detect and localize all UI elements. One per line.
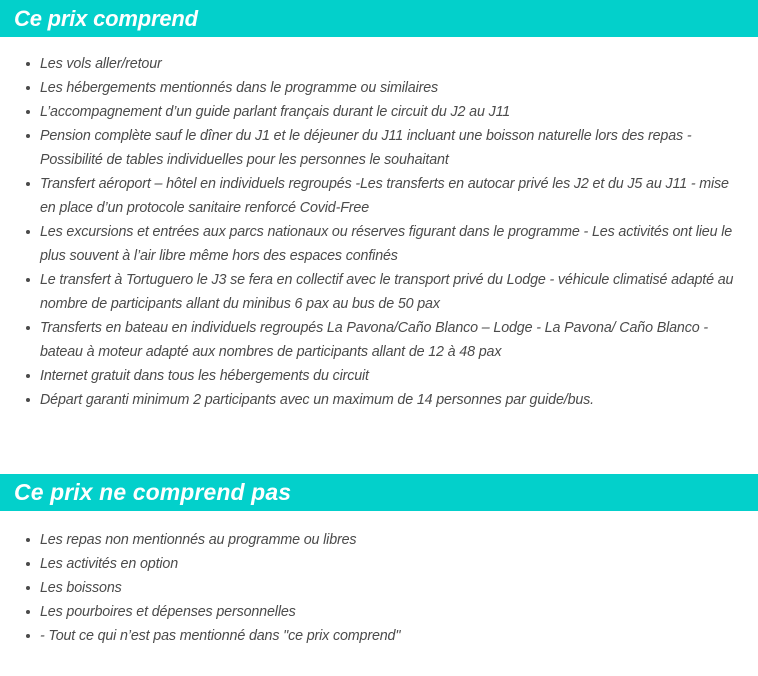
spacer-between-sections [0,412,758,474]
list-item: Les hébergements mentionnés dans le programme ou similaires [0,76,758,100]
list-item: Les activités en option [0,552,758,576]
list-item: Départ garanti minimum 2 participants avec un maximum de 14 personnes par guide/bus. [0,388,758,412]
list-item: Le transfert à Tortuguero le J3 se fera en collectif avec le transport privé du Lodge - véhicule climatisé adapté au nombre de participants allant du minibus 6 pax au bus de 50 pax [0,268,758,316]
section-header-included: Ce prix comprend [0,0,758,37]
list-item: L’accompagnement d’un guide parlant français durant le circuit du J2 au J11 [0,100,758,124]
list-item: Transferts en bateau en individuels regroupés La Pavona/Caño Blanco – Lodge - La Pavona/ Caño Blanco - bateau à moteur adapté aux nombres de participants allant de 12 à 48 pax [0,316,758,364]
list-item: Les repas non mentionnés au programme ou libres [0,528,758,552]
list-item: - Tout ce qui n’est pas mentionné dans "ce prix comprend" [0,624,758,648]
list-item: Les excursions et entrées aux parcs nationaux ou réserves figurant dans le programme - Les activités ont lieu le plus souvent à l’air libre même hors des espaces confinés [0,220,758,268]
section-body-not-included [0,528,758,648]
spacer-above-included-list [0,37,758,52]
list-item: Les pourboires et dépenses personnelles [0,600,758,624]
section-header-not-included: Ce prix ne comprend pas [0,474,758,511]
list-item: Internet gratuit dans tous les hébergements du circuit [0,364,758,388]
list-item: Transfert aéroport – hôtel en individuels regroupés -Les transferts en autocar privé les J2 et du J5 au J11 - mise en place d’un protocole sanitaire renforcé Covid-Free [0,172,758,220]
list-item: Pension complète sauf le dîner du J1 et le déjeuner du J11 incluant une boisson naturelle lors des repas - Possibilité de tables individuelles pour les personnes le souhaitant [0,124,758,172]
list-item: Les vols aller/retour [0,52,758,76]
list-item: Les boissons [0,576,758,600]
included-list [0,52,758,412]
spacer-above-not-included-list [0,511,758,528]
section-body-included [0,52,758,412]
not-included-list [0,528,758,648]
